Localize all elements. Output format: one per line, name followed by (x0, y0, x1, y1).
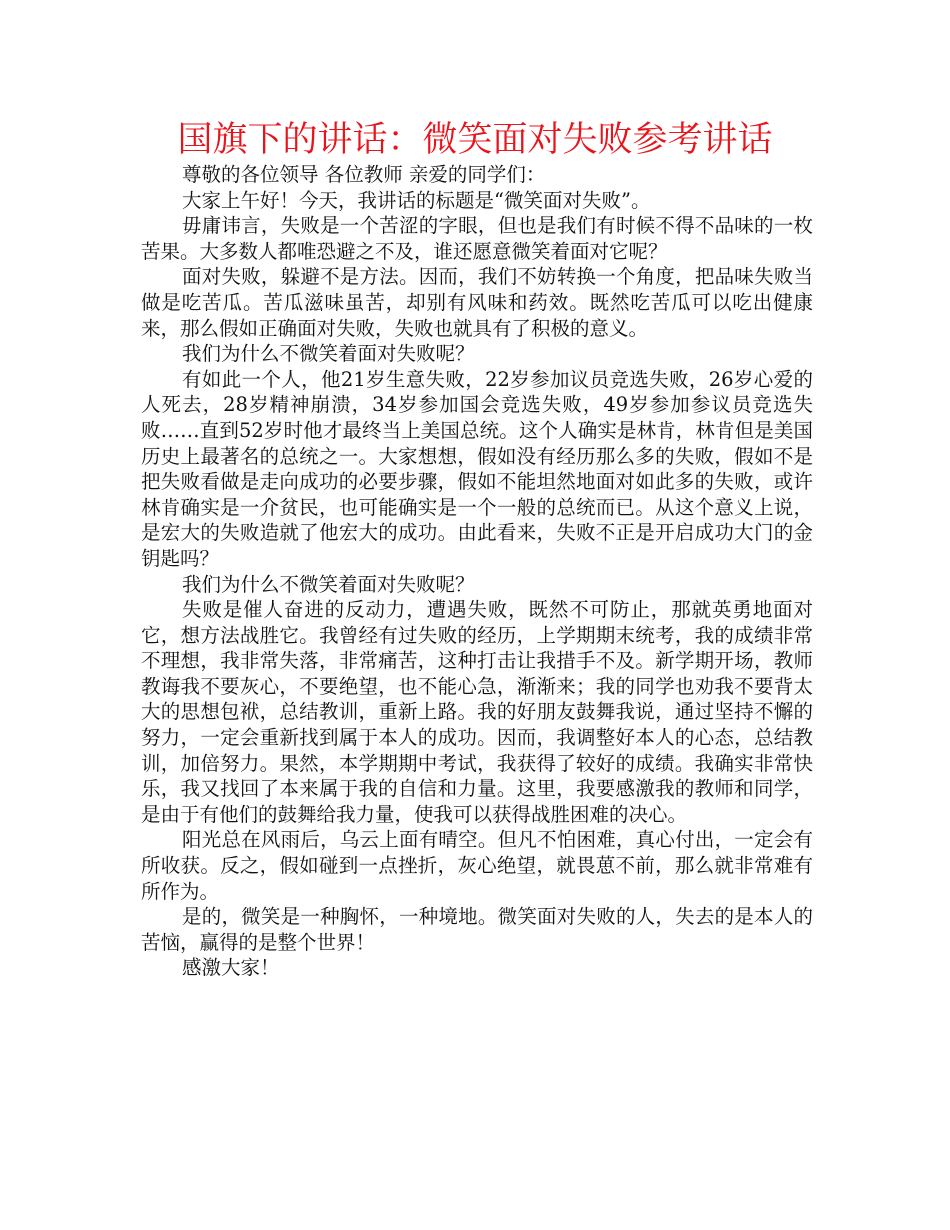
paragraph-greeting: 大家上午好！今天，我讲话的标题是“微笑面对失败”。 (182, 188, 651, 212)
paragraph: 失败是催人奋进的反动力，遭遇失败，既然不可防止，那就英勇地面对它，想方法战胜它。我曾经有过失败的经历，上学期期末统考，我的成绩非常不理想，我非常失落，非常痛苦，这种打击让我措手不及。新学期开场，教师教诲我不要灰心，不要绝望，也不能心急，渐渐来；我的同学也劝我不要背太大的思想包袱，总结教训，重新上路。我的好朋友鼓舞我说，通过坚持不懈的努力，一定会重新找到属于本人的成功。因而，我调整好本人的心态，总结教训，加倍努力。果然，本学期期中考试，我获得了较好的成绩。我确实非常快乐，我又找回了本来属于我的自信和力量。这里，我要感激我的教师和同学，是由于有他们的鼓舞给我力量，使我可以获得战胜困难的决心。 (141, 598, 813, 826)
paragraph: 是的，微笑是一种胸怀，一种境地。微笑面对失败的人，失去的是本人的苦恼，赢得的是整个世界！ (141, 905, 813, 954)
paragraph-question: 我们为什么不微笑着面对失败呢？ (182, 572, 475, 596)
document-body (141, 162, 813, 981)
paragraph-closing: 感激大家！ (182, 956, 280, 980)
paragraph: 有如此一个人，他21岁生意失败，22岁参加议员竞选失败，26岁心爱的人死去，28岁精神崩溃，34岁参加国会竞选失败，49岁参加参议员竞选失败……直到52岁时他才最终当上美国总统。这个人确实是林肯，林肯但是美国历史上最著名的总统之一。大家想想，假如没有经历那么多的失败，假如不是把失败看做是走向成功的必要步骤，假如不能坦然地面对如此多的失败，或许林肯确实是一介贫民，也可能确实是一个一般的总统而已。从这个意义上说，是宏大的失败造就了他宏大的成功。由此看来，失败不正是开启成功大门的金钥匙吗？ (141, 367, 813, 570)
paragraph: 毋庸讳言，失败是一个苦涩的字眼，但也是我们有时候不得不品味的一枚苦果。大多数人都唯恐避之不及，谁还愿意微笑着面对它呢？ (141, 214, 813, 263)
paragraph-question: 我们为什么不微笑着面对失败呢？ (182, 342, 475, 366)
paragraph: 阳光总在风雨后，乌云上面有晴空。但凡不怕困难，真心付出，一定会有所收获。反之，假如碰到一点挫折，灰心绝望，就畏葸不前，那么就非常难有所作为。 (141, 828, 813, 903)
paragraph: 面对失败，躲避不是方法。因而，我们不妨转换一个角度，把品味失败当做是吃苦瓜。苦瓜滋味虽苦，却别有风味和药效。既然吃苦瓜可以吃出健康来，那么假如正确面对失败，失败也就具有了积极的意义。 (141, 265, 813, 340)
document-title: 国旗下的讲话：微笑面对失败参考讲话 (177, 120, 773, 160)
paragraph-salutation: 尊敬的各位领导 各位教师 亲爱的同学们： (182, 163, 546, 186)
